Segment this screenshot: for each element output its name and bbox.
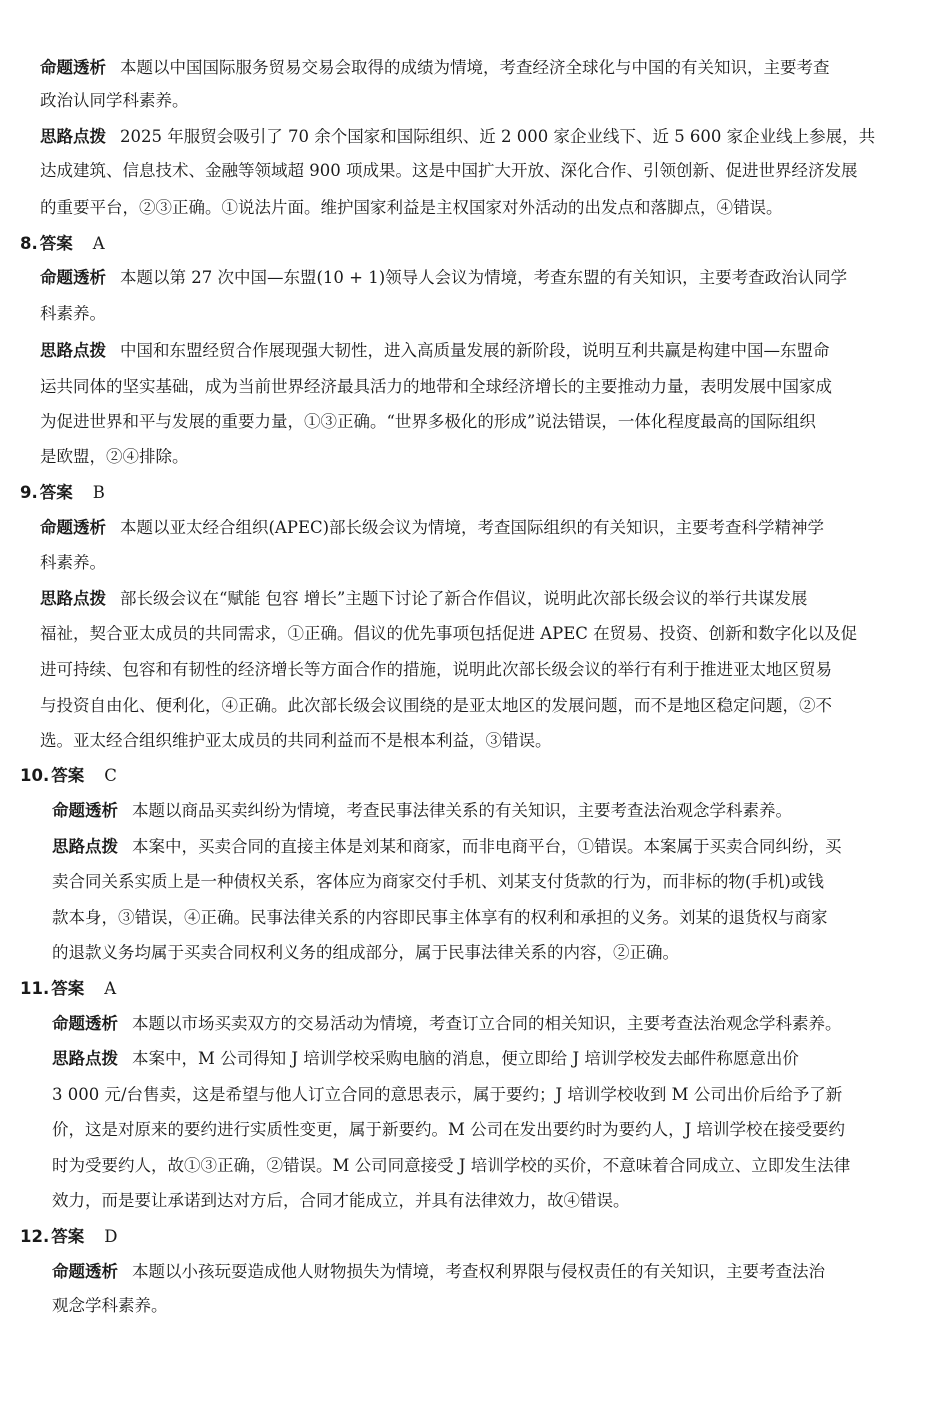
answer-value: A — [92, 234, 105, 253]
text-line — [40, 375, 930, 399]
analysis-line — [40, 266, 930, 290]
line-text: 是欧盟，②④排除。 — [40, 447, 189, 466]
line-text: 运共同体的坚实基础，成为当前世界经济最具活力的地带和全球经济增长的主要推动力量，表明发展中国家成 — [40, 377, 832, 396]
line-text: 政治认同学科素养。 — [40, 91, 189, 110]
line-text: 效力，而是要让承诺到达对方后，合同才能成立，并具有法律效力，故④错误。 — [52, 1191, 630, 1210]
line-text: 价，这是对原来的要约进行实质性变更，属于新要约。M 公司在发出要约时为要约人，J 培训学校在接受要约 — [52, 1120, 845, 1139]
analysis-text: 本题以中国国际服务贸易交易会取得的成绩为情境，考查经济全球化与中国的有关知识，主要考查 — [120, 58, 830, 77]
answer-label: 答案 — [51, 979, 85, 998]
hint-text: 中国和东盟经贸合作展现强大韧性，进入高质量发展的新阶段，说明互利共赢是构建中国—东盟命 — [120, 341, 830, 360]
analysis-text: 本题以第 27 次中国—东盟(10 + 1)领导人会议为情境，考查东盟的有关知识，主要考查政治认同学 — [120, 268, 848, 287]
text-line — [40, 694, 930, 718]
analysis-text: 本题以亚太经合组织(APEC)部长级会议为情境，考查国际组织的有关知识，主要考查科学精神学 — [120, 518, 825, 537]
analysis-label: 命题透析 — [40, 58, 106, 77]
line-text: 时为受要约人，故①③正确，②错误。M 公司同意接受 J 培训学校的买价，不意味着合同成立、立即发生法律 — [52, 1156, 851, 1175]
text-line — [52, 1118, 930, 1142]
line-text: 选。亚太经合组织维护亚太成员的共同利益而不是根本利益，③错误。 — [40, 731, 552, 750]
hint-label: 思路点拨 — [52, 837, 118, 856]
text-line — [52, 1154, 930, 1178]
answer-label: 答案 — [39, 234, 73, 253]
answer-value: D — [104, 1227, 118, 1246]
question-number: 9. — [20, 483, 38, 502]
text-line — [52, 906, 930, 930]
line-text: 进可持续、包容和有韧性的经济增长等方面合作的措施，说明此次部长级会议的举行有利于推进亚太地区贸易 — [40, 660, 832, 679]
analysis-text: 本题以小孩玩耍造成他人财物损失为情境，考查权利界限与侵权责任的有关知识，主要考查法治 — [132, 1262, 825, 1281]
answer-label: 答案 — [39, 483, 73, 502]
line-text: 的重要平台，②③正确。①说法片面。维护国家利益是主权国家对外活动的出发点和落脚点，④错误。 — [40, 198, 783, 217]
text-line — [40, 302, 930, 326]
text-line — [40, 658, 930, 682]
text-line — [40, 89, 930, 113]
analysis-line — [52, 799, 930, 823]
question-number: 11. — [20, 979, 50, 998]
line-text: 科素养。 — [40, 304, 106, 323]
hint-line — [52, 1047, 930, 1071]
analysis-label: 命题透析 — [40, 518, 106, 537]
analysis-line — [40, 56, 930, 80]
text-line — [52, 941, 930, 965]
hint-line — [40, 125, 930, 149]
question-number: 10. — [20, 766, 50, 785]
hint-line — [40, 339, 930, 363]
text-line — [40, 729, 930, 753]
analysis-label: 命题透析 — [52, 1014, 118, 1033]
hint-text: 部长级会议在“赋能 包容 增长”主题下讨论了新合作倡议，说明此次部长级会议的举行共谋发展 — [120, 589, 808, 608]
analysis-label: 命题透析 — [52, 1262, 118, 1281]
hint-label: 思路点拨 — [52, 1049, 118, 1068]
hint-text: 本案中，M 公司得知 J 培训学校采购电脑的消息，便立即给 J 培训学校发去邮件称愿意出价 — [132, 1049, 799, 1068]
hint-line — [52, 835, 930, 859]
hint-label: 思路点拨 — [40, 589, 106, 608]
hint-text: 2025 年服贸会吸引了 70 余个国家和国际组织、近 2 000 家企业线下、近 5 600 家企业线上参展，共 — [120, 127, 876, 146]
hint-label: 思路点拨 — [40, 341, 106, 360]
analysis-line — [52, 1012, 930, 1036]
answer-label: 答案 — [51, 766, 85, 785]
text-line — [40, 410, 930, 434]
line-text: 科素养。 — [40, 553, 106, 572]
line-text: 3 000 元/台售卖，这是希望与他人订立合同的意思表示，属于要约；J 培训学校收到 M 公司出价后给予了新 — [52, 1085, 843, 1104]
analysis-text: 本题以商品买卖纠纷为情境，考查民事法律关系的有关知识，主要考查法治观念学科素养。 — [132, 801, 792, 820]
text-line — [52, 870, 930, 894]
answer-label: 答案 — [51, 1227, 85, 1246]
question-number: 12. — [20, 1227, 50, 1246]
line-text: 款本身，③错误，④正确。民事法律关系的内容即民事主体享有的权利和承担的义务。刘某的退货权与商家 — [52, 908, 828, 927]
analysis-label: 命题透析 — [52, 801, 118, 820]
text-line — [52, 1189, 930, 1213]
answer-value: A — [104, 979, 117, 998]
text-line — [52, 1294, 930, 1318]
question-12-header — [20, 1225, 930, 1249]
line-text: 观念学科素养。 — [52, 1296, 168, 1315]
line-text: 卖合同关系实质上是一种债权关系，客体应为商家交付手机、刘某支付货款的行为，而非标的物(手机)或钱 — [52, 872, 824, 891]
question-9-header — [20, 481, 930, 505]
line-text: 达成建筑、信息技术、金融等领域超 900 项成果。这是中国扩大开放、深化合作、引领创新、促进世界经济发展 — [40, 161, 858, 180]
analysis-line — [52, 1260, 930, 1284]
hint-text: 本案中，买卖合同的直接主体是刘某和商家，而非电商平台，①错误。本案属于买卖合同纠纷，买 — [132, 837, 842, 856]
analysis-text: 本题以市场买卖双方的交易活动为情境，考查订立合同的相关知识，主要考查法治观念学科素养。 — [132, 1014, 842, 1033]
analysis-line — [40, 516, 930, 540]
answer-value: B — [92, 483, 105, 502]
hint-line — [40, 587, 930, 611]
question-number: 8. — [20, 234, 38, 253]
question-10-header — [20, 764, 930, 788]
text-line — [40, 551, 930, 575]
line-text: 为促进世界和平与发展的重要力量，①③正确。“世界多极化的形成”说法错误，一体化程度最高的国际组织 — [40, 412, 816, 431]
answer-value: C — [104, 766, 117, 785]
text-line — [40, 159, 930, 183]
hint-label: 思路点拨 — [40, 127, 106, 146]
text-line — [40, 445, 930, 469]
text-line — [40, 196, 930, 220]
line-text: 的退款义务均属于买卖合同权利义务的组成部分，属于民事法律关系的内容，②正确。 — [52, 943, 679, 962]
text-line — [40, 622, 930, 646]
analysis-label: 命题透析 — [40, 268, 106, 287]
line-text: 与投资自由化、便利化，④正确。此次部长级会议围绕的是亚太地区的发展问题，而不是地区稳定问题，②不 — [40, 696, 832, 715]
question-11-header — [20, 977, 930, 1001]
text-line — [52, 1083, 930, 1107]
question-8-header — [20, 232, 930, 256]
line-text: 福祉，契合亚太成员的共同需求，①正确。倡议的优先事项包括促进 APEC 在贸易、投资、创新和数字化以及促 — [40, 624, 858, 643]
